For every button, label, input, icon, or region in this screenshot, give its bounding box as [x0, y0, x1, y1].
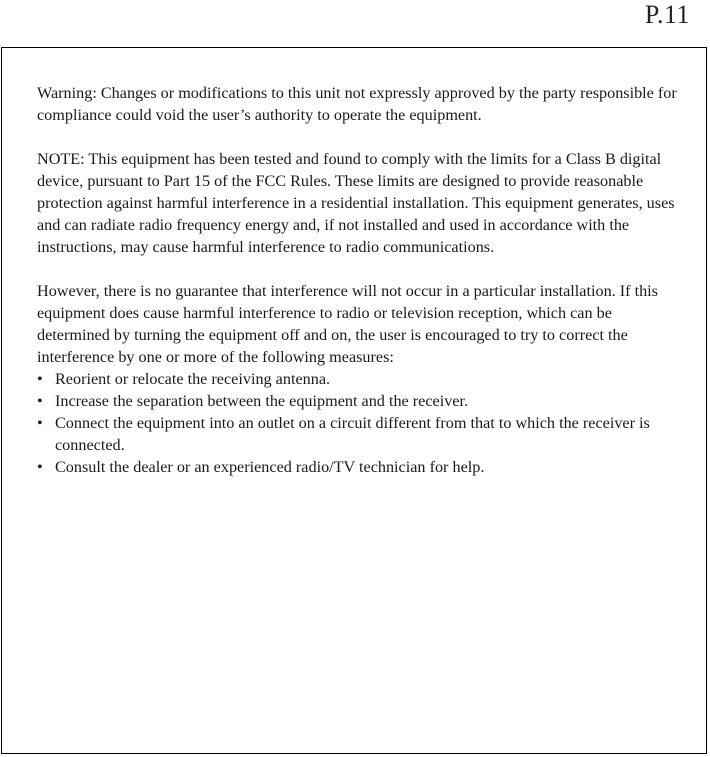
list-item	[37, 412, 677, 456]
list-item	[37, 390, 677, 412]
notice-content	[37, 82, 677, 478]
bullet-icon: •	[37, 458, 43, 476]
list-item	[37, 456, 677, 478]
measure-text: Reorient or relocate the receiving antenna.	[55, 370, 331, 388]
measure-text: Increase the separation between the equipment and the receiver.	[55, 392, 469, 410]
notice-frame	[1, 47, 707, 754]
warning-paragraph: Warning: Changes or modifications to this unit not expressly approved by the party responsible for compliance could void the user’s authority to operate the equipment.	[37, 84, 677, 124]
measure-text: Connect the equipment into an outlet on a circuit different from that to which the receiver is connected.	[55, 414, 650, 454]
fcc-note-paragraph: NOTE: This equipment has been tested and found to comply with the limits for a Class B digital device, pursuant to Part 15 of the FCC Rules. These limits are designed to provide reasonable protection against harmful interference in a residential installation. This equipment generates, uses and can radiate radio frequency energy and, if not installed and used in accordance with the instructions, may cause harmful interference to radio communications.	[37, 150, 675, 256]
list-item	[37, 368, 677, 390]
measures-list	[37, 368, 677, 478]
interference-paragraph: However, there is no guarantee that interference will not occur in a particular installation. If this equipment does cause harmful interference to radio or television reception, which can be determined by turning the equipment off and on, the user is encouraged to try to correct the interference by one or more of the following measures:	[37, 282, 658, 366]
page-number: P.11	[644, 0, 690, 29]
measure-text: Consult the dealer or an experienced radio/TV technician for help.	[55, 458, 485, 476]
bullet-icon: •	[37, 392, 43, 410]
bullet-icon: •	[37, 370, 43, 388]
bullet-icon: •	[37, 414, 43, 432]
